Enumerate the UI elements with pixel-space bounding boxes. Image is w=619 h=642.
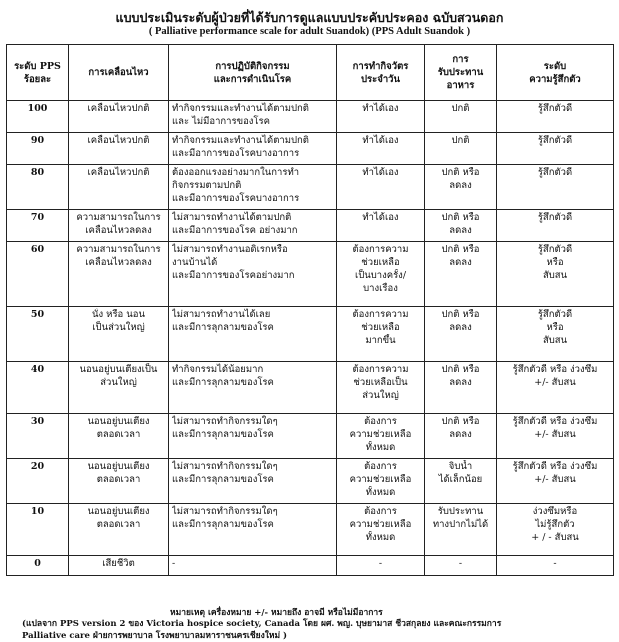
- cell-line: ทำกิจกรรมได้น้อยมาก: [172, 364, 264, 375]
- cell-line: รับประทาน: [437, 506, 484, 517]
- cell-line: นั่ง หรือ นอน: [92, 309, 145, 320]
- cell-line: และมีอาการของโรคอย่างมาก: [172, 270, 295, 281]
- activity-cell: [169, 362, 337, 414]
- intake-cell: [425, 165, 497, 210]
- cell-line: ระดับ PPS: [14, 60, 61, 72]
- document-title-english: ( Palliative performance scale for adult Suandok) (PPS Adult Suandok ): [148, 26, 471, 37]
- cell-line: บางเรื่อง: [363, 283, 398, 294]
- conscious-cell: [497, 362, 614, 414]
- table-row: [7, 362, 614, 414]
- cell-line: ต้องการ: [364, 416, 397, 427]
- ambulation-cell: [69, 165, 169, 210]
- cell-line: ความสามารถในการ: [76, 244, 161, 255]
- cell-line: ช่วยเหลือ: [361, 257, 400, 268]
- cell-line: ได้เล็กน้อย: [438, 474, 483, 485]
- cell-line: และ ไม่มีอาการของโรค: [172, 116, 270, 127]
- cell-line: และมีอาการของโรคบางอาการ: [172, 148, 300, 159]
- cell-line: ปกติ หรือ: [441, 309, 480, 320]
- cell-line: ไม่สามารถทำกิจกรรมใดๆ: [172, 461, 278, 472]
- ambulation-cell: [69, 242, 169, 307]
- cell-line: ต้องการความ: [352, 244, 409, 255]
- selfcare-cell: [337, 307, 425, 362]
- cell-line: ทำได้เอง: [362, 103, 399, 114]
- table-row: [7, 414, 614, 459]
- header-conscious: [497, 45, 614, 101]
- intake-cell: [425, 414, 497, 459]
- cell-line: การทำกิจวัตร: [352, 60, 409, 72]
- cell-line: ทำได้เอง: [362, 167, 399, 178]
- pps-level-cell: 60: [7, 242, 69, 307]
- cell-line: ปกติ: [451, 135, 470, 146]
- cell-line: นอนอยู่บนเตียง: [87, 416, 150, 427]
- cell-line: เคลื่อนไหวลดลง: [85, 225, 152, 236]
- pps-level-cell: 10: [7, 504, 69, 556]
- ambulation-cell: [69, 307, 169, 362]
- pps-level-cell: 90: [7, 133, 69, 165]
- cell-line: ไม่สามารถทำงานได้ตามปกติ: [172, 212, 292, 223]
- cell-line: การ: [452, 54, 469, 65]
- conscious-cell: [497, 307, 614, 362]
- cell-line: ง่วงซึมหรือ: [532, 506, 578, 517]
- cell-line: ทางปากไม่ได้: [432, 519, 489, 530]
- cell-line: ปกติ หรือ: [441, 167, 480, 178]
- cell-line: เป็นบางครั้ง/: [354, 270, 407, 281]
- cell-line: ไม่สามารถทำงานได้เลย: [172, 309, 271, 320]
- cell-line: ส่วนใหญ่: [362, 390, 399, 401]
- cell-line: งานบ้านได้: [172, 257, 218, 268]
- activity-cell: [169, 556, 337, 576]
- cell-line: เสียชีวิต: [102, 558, 135, 569]
- cell-line: ตลอดเวลา: [96, 474, 141, 485]
- activity-cell: [169, 210, 337, 242]
- cell-line: ส่วนใหญ่: [100, 377, 137, 388]
- cell-line: ทั้งหมด: [365, 442, 396, 453]
- cell-line: เคลื่อนไหวปกติ: [87, 167, 150, 178]
- activity-cell: [169, 504, 337, 556]
- ambulation-cell: [69, 504, 169, 556]
- cell-line: ไม่สามารถทำงานอดิเรกหรือ: [172, 244, 288, 255]
- cell-line: นอนอยู่บนเตียง: [87, 461, 150, 472]
- header-ambulation: [69, 45, 169, 101]
- cell-line: +/- สับสน: [534, 474, 576, 485]
- intake-cell: [425, 504, 497, 556]
- cell-line: ทำกิจกรรมและทำงานได้ตามปกติ: [172, 135, 309, 146]
- cell-line: กิจกรรมตามปกติ: [172, 180, 242, 191]
- cell-line: นอนอยู่บนเตียง: [87, 506, 150, 517]
- cell-line: ร้อยละ: [23, 73, 52, 85]
- cell-line: ความสามารถในการ: [76, 212, 161, 223]
- table-row: [7, 556, 614, 576]
- activity-cell: [169, 242, 337, 307]
- table-row: [7, 210, 614, 242]
- cell-line: ลดลง: [449, 377, 472, 388]
- cell-line: ลดลง: [449, 225, 472, 236]
- cell-line: การปฏิบัติกิจกรรม: [215, 60, 290, 72]
- header-pps: [7, 45, 69, 101]
- cell-line: ความช่วยเหลือ: [349, 429, 412, 440]
- cell-line: สับสน: [542, 335, 568, 346]
- pps-level-cell: 70: [7, 210, 69, 242]
- conscious-cell: [497, 165, 614, 210]
- activity-cell: [169, 307, 337, 362]
- cell-line: ทั้งหมด: [365, 532, 396, 543]
- cell-line: -: [553, 558, 557, 569]
- ambulation-cell: [69, 133, 169, 165]
- cell-line: +/- สับสน: [534, 429, 576, 440]
- cell-line: +/- สับสน: [534, 377, 576, 388]
- cell-line: ลดลง: [449, 180, 472, 191]
- cell-line: หรือ: [546, 322, 564, 333]
- table-row: [7, 133, 614, 165]
- document-title-thai: แบบประเมินระดับผู้ป่วยที่ได้รับการดูแลแบบประคับประคอง ฉบับสวนดอก: [115, 10, 504, 25]
- pps-level-cell: 50: [7, 307, 69, 362]
- cell-line: -: [172, 558, 176, 569]
- cell-line: ลดลง: [449, 257, 472, 268]
- cell-line: -: [378, 558, 383, 569]
- ambulation-cell: [69, 210, 169, 242]
- cell-line: ปกติ: [451, 103, 470, 114]
- cell-line: ต้องการ: [364, 461, 397, 472]
- cell-line: ความช่วยเหลือ: [349, 474, 412, 485]
- cell-line: ประจำวัน: [361, 73, 400, 85]
- cell-line: ปกติ หรือ: [441, 364, 480, 375]
- pps-level-cell: 40: [7, 362, 69, 414]
- activity-cell: [169, 101, 337, 133]
- selfcare-cell: [337, 210, 425, 242]
- cell-line: และมีอาการของโรคบางอาการ: [172, 193, 300, 204]
- cell-line: และมีอาการของโรค อย่างมาก: [172, 225, 298, 236]
- activity-cell: [169, 165, 337, 210]
- cell-line: ช่วยเหลือ: [361, 322, 400, 333]
- cell-line: อาหาร: [446, 80, 475, 91]
- cell-line: รู้สึกตัวดี: [537, 167, 573, 178]
- conscious-cell: [497, 210, 614, 242]
- cell-line: ทำได้เอง: [362, 212, 399, 223]
- ambulation-cell: [69, 362, 169, 414]
- ambulation-cell: [69, 414, 169, 459]
- activity-cell: [169, 459, 337, 504]
- intake-cell: [425, 362, 497, 414]
- intake-cell: [425, 210, 497, 242]
- intake-cell: [425, 556, 497, 576]
- cell-line: และมีการลุกลามของโรค: [172, 474, 274, 485]
- cell-line: เป็นส่วนใหญ่: [92, 322, 145, 333]
- cell-line: หรือ: [546, 257, 564, 268]
- cell-line: ปกติ หรือ: [441, 212, 480, 223]
- cell-line: ทำได้เอง: [362, 135, 399, 146]
- cell-line: เคลื่อนไหวลดลง: [85, 257, 152, 268]
- cell-line: รู้สึกตัวดี หรือ ง่วงซึม: [512, 416, 598, 427]
- cell-line: -: [458, 558, 463, 569]
- cell-line: ระดับ: [543, 60, 567, 72]
- ambulation-cell: [69, 459, 169, 504]
- selfcare-cell: [337, 133, 425, 165]
- selfcare-cell: [337, 101, 425, 133]
- cell-line: ความรู้สึกตัว: [529, 73, 581, 85]
- pps-level-cell: 30: [7, 414, 69, 459]
- cell-line: รู้สึกตัวดี: [537, 244, 573, 255]
- cell-line: ลดลง: [449, 429, 472, 440]
- selfcare-cell: [337, 165, 425, 210]
- selfcare-cell: [337, 242, 425, 307]
- activity-cell: [169, 414, 337, 459]
- conscious-cell: [497, 414, 614, 459]
- cell-line: ต้องออกแรงอย่างมากในการทำ: [172, 167, 300, 178]
- cell-line: และมีการลุกลามของโรค: [172, 322, 274, 333]
- cell-line: ปกติ หรือ: [441, 416, 480, 427]
- intake-cell: [425, 133, 497, 165]
- selfcare-cell: [337, 459, 425, 504]
- cell-line: ปกติ หรือ: [441, 244, 480, 255]
- conscious-cell: [497, 556, 614, 576]
- cell-line: รู้สึกตัวดี: [537, 135, 573, 146]
- pps-table: [6, 44, 614, 576]
- cell-line: มากขึ้น: [365, 335, 396, 346]
- conscious-cell: [497, 459, 614, 504]
- cell-line: และมีการลุกลามของโรค: [172, 429, 274, 440]
- intake-cell: [425, 242, 497, 307]
- intake-cell: [425, 459, 497, 504]
- cell-line: รู้สึกตัวดี: [537, 103, 573, 114]
- header-selfcare: [337, 45, 425, 101]
- pps-level-cell: 100: [7, 101, 69, 133]
- cell-line: เคลื่อนไหวปกติ: [87, 103, 150, 114]
- credit-line-1: (แปลจาก PPS version 2 ของ Victoria hospice society, Canada โดย ผศ. พญ. บุษยามาส ชีวสกุลยง และคณะกรรมการ: [22, 619, 502, 629]
- cell-line: ช่วยเหลือเป็น: [353, 377, 408, 388]
- cell-line: รับประทาน: [437, 67, 484, 78]
- cell-line: เคลื่อนไหวปกติ: [87, 135, 150, 146]
- header-row: [7, 45, 614, 101]
- cell-line: ลดลง: [449, 322, 472, 333]
- table-row: [7, 307, 614, 362]
- cell-line: รู้สึกตัวดี: [537, 212, 573, 223]
- cell-line: และมีการลุกลามของโรค: [172, 519, 274, 530]
- table-body: [7, 101, 614, 576]
- conscious-cell: [497, 242, 614, 307]
- pps-level-cell: 20: [7, 459, 69, 504]
- intake-cell: [425, 101, 497, 133]
- selfcare-cell: [337, 504, 425, 556]
- cell-line: ไม่สามารถทำกิจกรรมใดๆ: [172, 416, 278, 427]
- cell-line: และการดำเนินโรค: [213, 73, 292, 85]
- footnote: หมายเหตุ เครื่องหมาย +/- หมายถึง อาจมี หรือไม่มีอาการ: [170, 608, 383, 618]
- pps-level-cell: 0: [7, 556, 69, 576]
- selfcare-cell: [337, 414, 425, 459]
- selfcare-cell: [337, 556, 425, 576]
- cell-line: ตลอดเวลา: [96, 519, 141, 530]
- credit-line-2: Palliative care ฝ่ายการพยาบาล โรงพยาบาลมหาราชนครเชียงใหม่ ): [22, 631, 288, 641]
- cell-line: ต้องการ: [364, 506, 397, 517]
- cell-line: การเคลื่อนไหว: [88, 67, 149, 78]
- intake-cell: [425, 307, 497, 362]
- conscious-cell: [497, 133, 614, 165]
- activity-cell: [169, 133, 337, 165]
- cell-line: ไม่รู้สึกตัว: [535, 519, 575, 530]
- cell-line: ต้องการความ: [352, 309, 409, 320]
- cell-line: รู้สึกตัวดี หรือ ง่วงซึม: [512, 364, 598, 375]
- ambulation-cell: [69, 101, 169, 133]
- table-row: [7, 101, 614, 133]
- cell-line: รู้สึกตัวดี หรือ ง่วงซึม: [512, 461, 598, 472]
- cell-line: ทำกิจกรรมและทำงานได้ตามปกติ: [172, 103, 309, 114]
- selfcare-cell: [337, 362, 425, 414]
- cell-line: จิบน้ำ: [448, 461, 473, 472]
- cell-line: ต้องการความ: [352, 364, 409, 375]
- table-row: [7, 459, 614, 504]
- cell-line: ทั้งหมด: [365, 487, 396, 498]
- cell-line: ความช่วยเหลือ: [349, 519, 412, 530]
- cell-line: สับสน: [542, 270, 568, 281]
- conscious-cell: [497, 101, 614, 133]
- header-activity: [169, 45, 337, 101]
- ambulation-cell: [69, 556, 169, 576]
- table-row: [7, 242, 614, 307]
- cell-line: นอนอยู่บนเตียงเป็น: [79, 364, 158, 375]
- cell-line: และมีการลุกลามของโรค: [172, 377, 274, 388]
- table-row: [7, 504, 614, 556]
- header-intake: [425, 45, 497, 101]
- cell-line: ไม่สามารถทำกิจกรรมใดๆ: [172, 506, 278, 517]
- cell-line: + / - สับสน: [531, 532, 579, 543]
- cell-line: ตลอดเวลา: [96, 429, 141, 440]
- pps-level-cell: 80: [7, 165, 69, 210]
- table-row: [7, 165, 614, 210]
- conscious-cell: [497, 504, 614, 556]
- cell-line: รู้สึกตัวดี: [537, 309, 573, 320]
